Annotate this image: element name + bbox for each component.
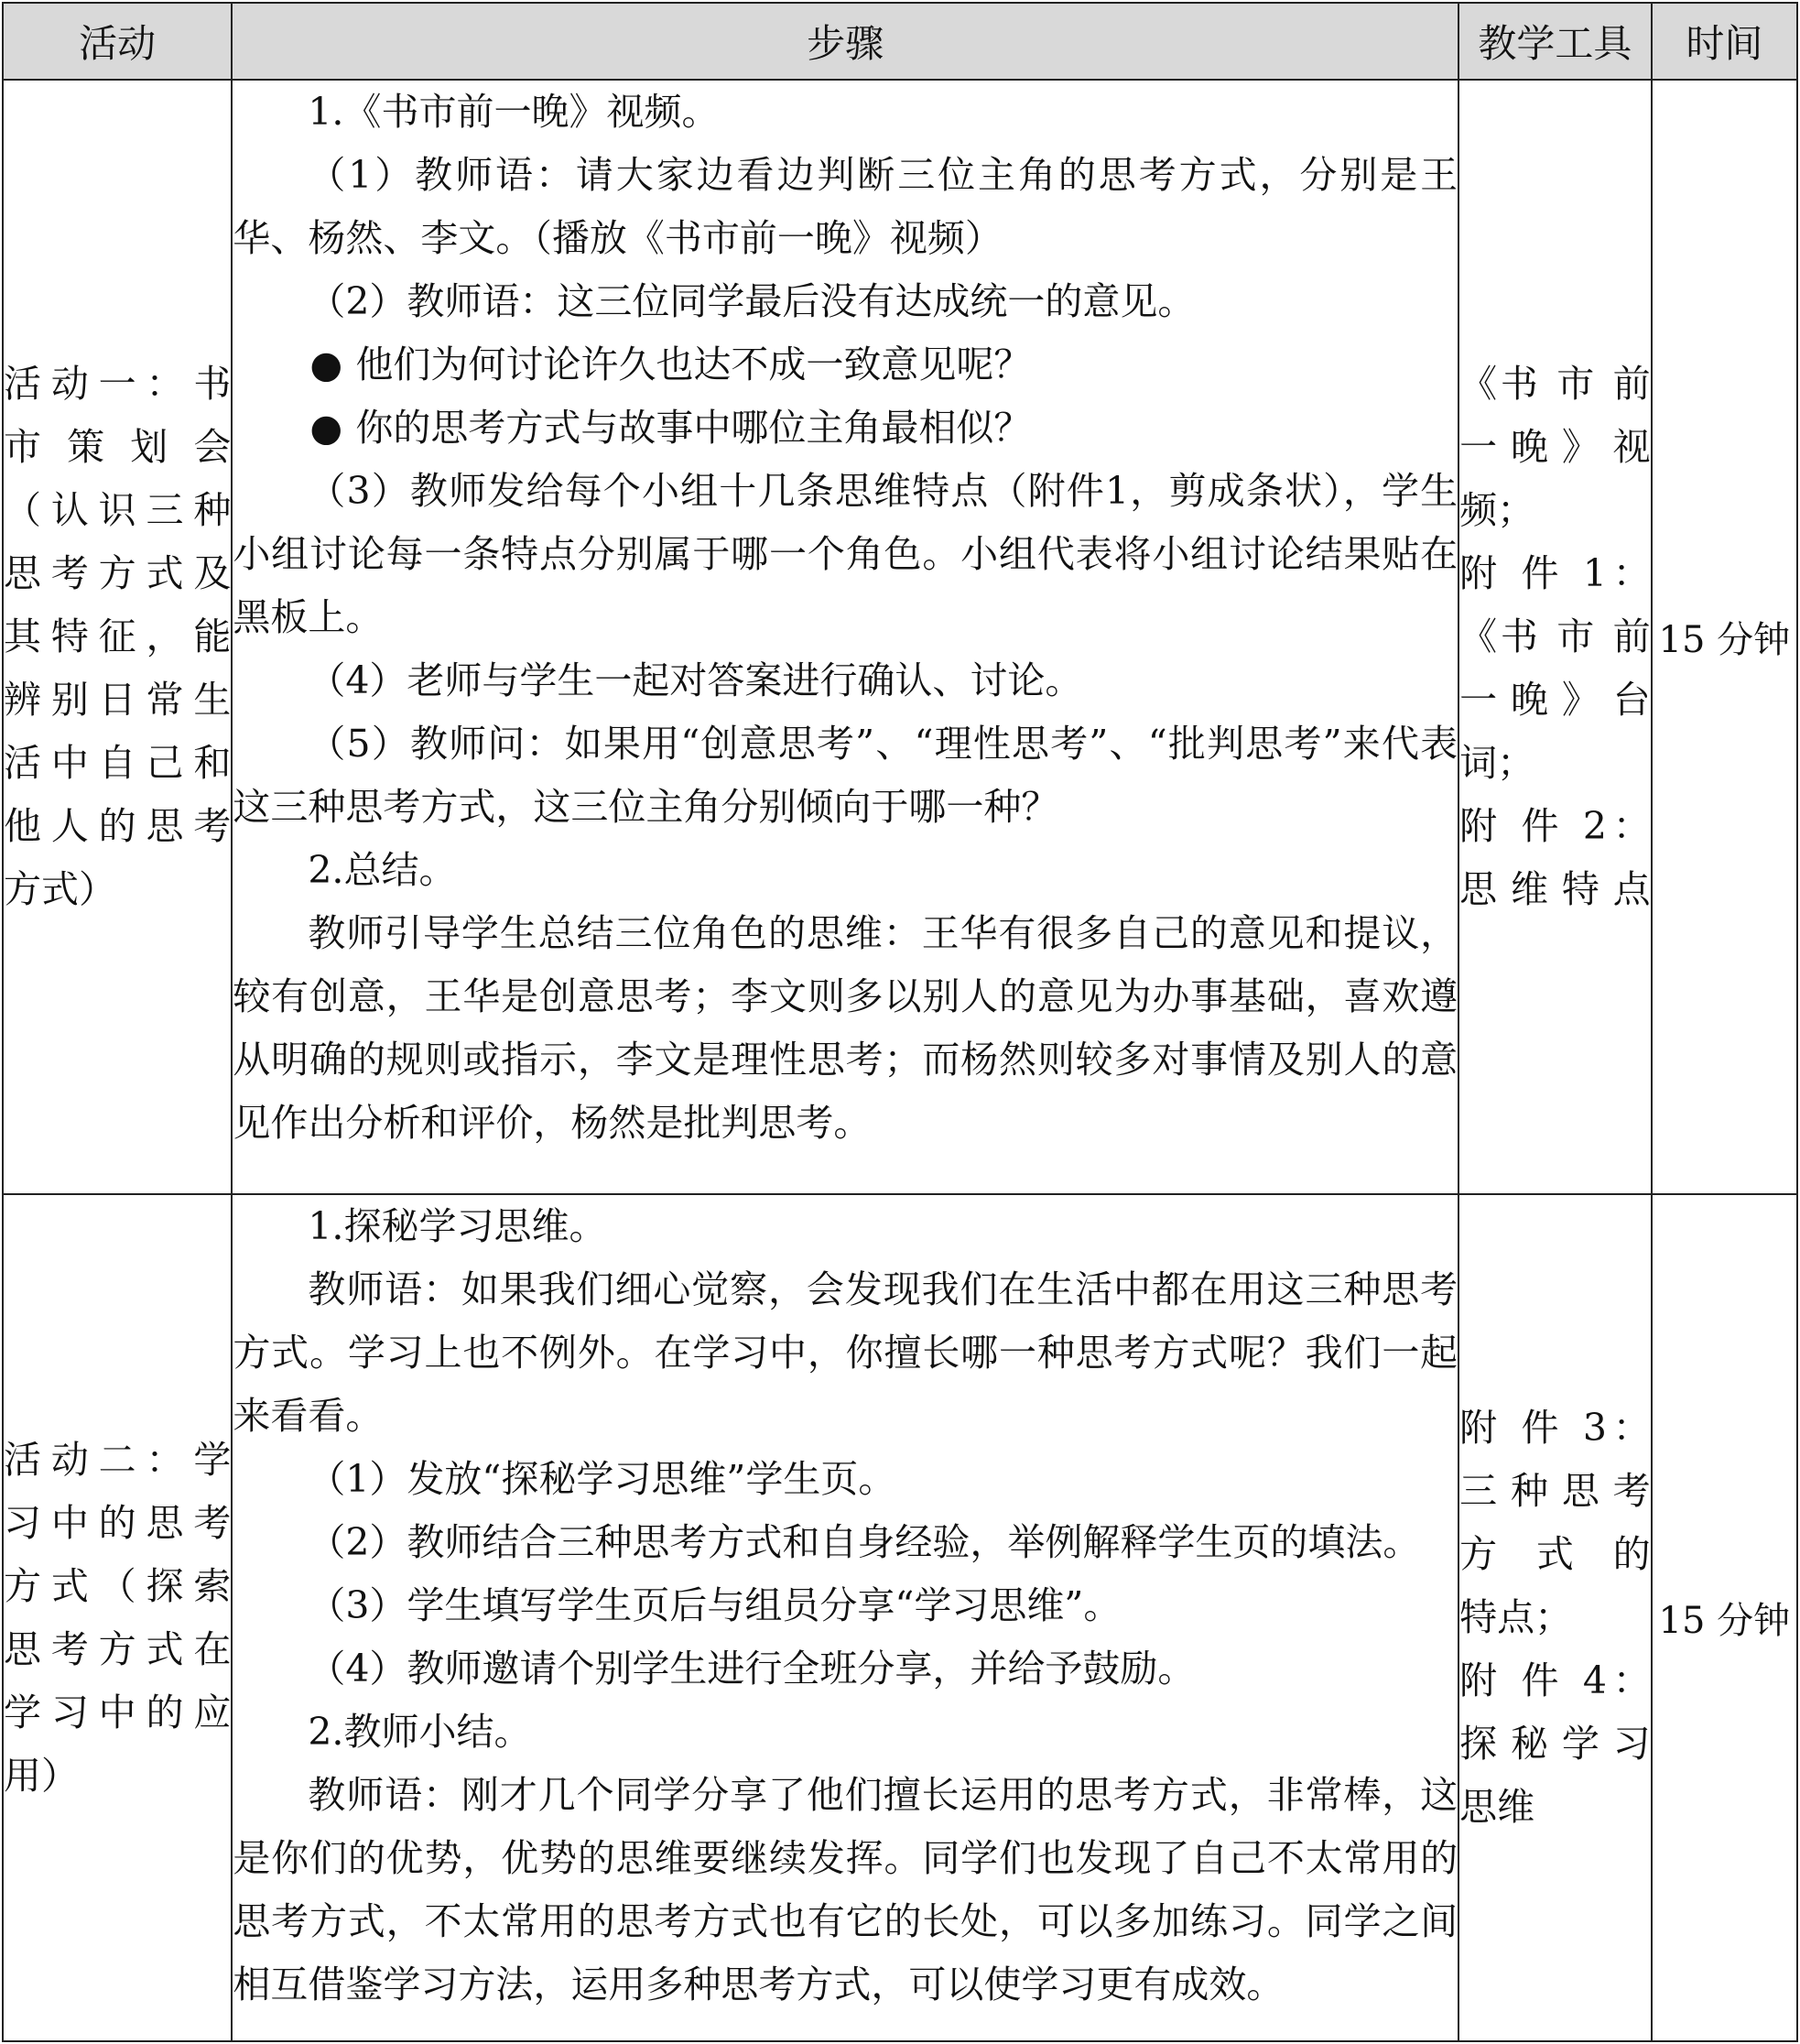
- step-paragraph: 1.探秘学习思维。: [308, 1204, 607, 1248]
- activity-line: 活中自己和: [4, 741, 232, 785]
- steps-cell: [232, 80, 1458, 1194]
- tools-cell: [1458, 1194, 1652, 2041]
- activity-line: 他人的思考: [4, 804, 232, 848]
- step-paragraph: （5）教师问：如果用“创意思考”、“理性思考”、“批判思考”来代表这三种思考方式，这三位主角分别倾向于哪一种？: [233, 722, 1458, 829]
- header-tools: 教学工具: [1458, 3, 1652, 80]
- bullet-dot-icon: ●: [309, 406, 343, 450]
- activity-line: （认识三种: [4, 488, 232, 532]
- activity-line: 学习中的应: [4, 1690, 232, 1734]
- step-paragraph: 2.教师小结。: [308, 1710, 532, 1754]
- activity-line: 市 策 划 会: [4, 425, 232, 469]
- activity-line: 活动一：书: [4, 362, 232, 406]
- step-paragraph: （2）教师语：这三位同学最后没有达成统一的意见。: [308, 279, 1196, 323]
- table-row: [3, 1194, 1797, 2041]
- step-paragraph: 2.总结。: [308, 848, 457, 892]
- step-paragraph: （2）教师结合三种思考方式和自身经验，举例解释学生页的填法。: [308, 1520, 1421, 1564]
- time-cell: 15 分钟: [1652, 1194, 1797, 2041]
- header-steps: 步骤: [232, 3, 1458, 80]
- step-paragraph: （1）发放“探秘学习思维”学生页。: [308, 1457, 896, 1501]
- header-activity: 活动: [3, 3, 232, 80]
- tools-line: 《书 市 前: [1459, 614, 1651, 658]
- tools-line: 一晚》台: [1459, 678, 1651, 722]
- bullet-text: 你的思考方式与故事中哪位主角最相似？: [355, 406, 1032, 450]
- tools-line: 探秘学习: [1459, 1722, 1651, 1766]
- tools-line: 一晚》视: [1459, 425, 1651, 469]
- tools-line: 思维特点: [1459, 867, 1651, 911]
- tools-line: 思维: [1459, 1785, 1535, 1829]
- tools-line: 附 件 4：: [1459, 1658, 1651, 1702]
- tools-line: 方 式 的: [1459, 1532, 1651, 1576]
- activity-line: 思考方式及: [4, 551, 232, 595]
- tools-cell: [1458, 80, 1652, 1194]
- step-paragraph: 教师语：刚才几个同学分享了他们擅长运用的思考方式，非常棒，这是你们的优势，优势的思维要继续发挥。同学们也发现了自己不太常用的思考方式，不太常用的思考方式也有它的长处，可以多加练习。同学之间相互借鉴学习方法，运用多种思考方式，可以使学习更有成效。: [233, 1773, 1458, 2006]
- tools-line: 附 件 2：: [1459, 804, 1651, 848]
- time-cell: 15 分钟: [1652, 80, 1797, 1194]
- tools-line: 附 件 1：: [1459, 551, 1651, 595]
- step-paragraph: 教师语：如果我们细心觉察，会发现我们在生活中都在用这三种思考方式。学习上也不例外。在学习中，你擅长哪一种思考方式呢？我们一起来看看。: [233, 1267, 1458, 1438]
- activity-line: 习中的思考: [4, 1500, 232, 1545]
- bullet-dot-icon: ●: [309, 342, 343, 386]
- tools-line: 《书 市 前: [1459, 362, 1651, 406]
- tools-line: 词；: [1459, 741, 1535, 785]
- activity-line: 思考方式在: [4, 1626, 232, 1671]
- activity-line: 方式）: [4, 867, 116, 911]
- activity-line: 方式（探索: [4, 1563, 232, 1608]
- bullet-text: 他们为何讨论许久也达不成一致意见呢？: [355, 342, 1032, 386]
- step-paragraph: （3）教师发给每个小组十几条思维特点（附件1，剪成条状），学生小组讨论每一条特点分别属于哪一个角色。小组代表将小组讨论结果贴在黑板上。: [233, 469, 1458, 639]
- header-time: 时间: [1652, 3, 1797, 80]
- activity-line: 用）: [4, 1753, 79, 1798]
- tools-line: 三种思考: [1459, 1469, 1651, 1513]
- tools-line: 附 件 3：: [1459, 1406, 1651, 1450]
- tools-line: 频；: [1459, 488, 1535, 532]
- bullet-item: [233, 397, 1458, 460]
- lesson-plan-table: [2, 2, 1798, 2042]
- header-row: [3, 3, 1797, 80]
- bullet-item: [233, 333, 1458, 397]
- step-paragraph: （1）教师语：请大家边看边判断三位主角的思考方式，分别是王华、杨然、李文。（播放《书市前一晚》视频）: [233, 153, 1458, 260]
- step-paragraph: 1.《书市前一晚》视频。: [308, 90, 720, 134]
- step-paragraph: （3）学生填写学生页后与组员分享“学习思维”。: [308, 1583, 1122, 1627]
- step-paragraph: （4）教师邀请个别学生进行全班分享，并给予鼓励。: [308, 1647, 1196, 1691]
- activity-line: 活动二：学: [4, 1437, 232, 1482]
- activity-line: 辨别日常生: [4, 678, 232, 722]
- steps-cell: [232, 1194, 1458, 2041]
- step-paragraph: （4）老师与学生一起对答案进行确认、讨论。: [308, 658, 1083, 702]
- step-paragraph: 教师引导学生总结三位角色的思维：王华有很多自己的意见和提议，较有创意，王华是创意思考；李文则多以别人的意见为办事基础，喜欢遵从明确的规则或指示，李文是理性思考；而杨然则较多对事情及别人的意见作出分析和评价，杨然是批判思考。: [233, 911, 1458, 1145]
- activity-cell: [3, 1194, 232, 2041]
- tools-line: 特点；: [1459, 1595, 1573, 1639]
- activity-cell: [3, 80, 232, 1194]
- table-row: [3, 80, 1797, 1194]
- activity-line: 其特征，能: [4, 614, 232, 658]
